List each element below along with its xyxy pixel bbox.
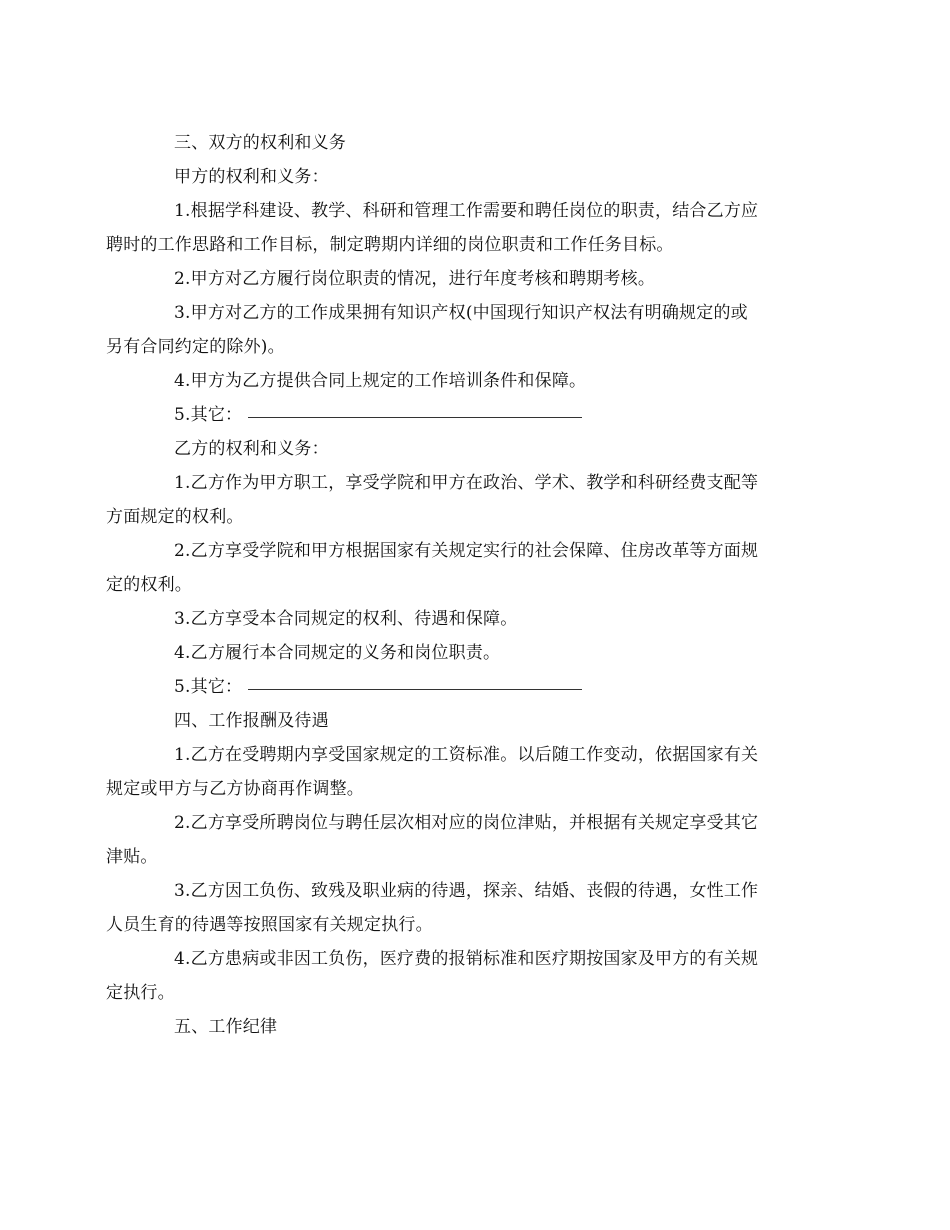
clause-paragraph xyxy=(106,806,812,874)
clause-paragraph xyxy=(106,466,812,534)
text-line: 4.乙方履行本合同规定的义务和岗位职责。 xyxy=(174,643,501,663)
clause-paragraph xyxy=(106,534,812,602)
clause-paragraph xyxy=(106,296,812,364)
text-line: 甲方的权利和义务： xyxy=(174,167,329,187)
text-line: 人员生育的待遇等按照国家有关规定执行。 xyxy=(106,915,433,935)
text-line: 2.甲方对乙方履行岗位职责的情况，进行年度考核和聘期考核。 xyxy=(174,269,656,289)
text-line: 5.其它： xyxy=(174,677,243,697)
text-line: 3.乙方享受本合同规定的权利、待遇和保障。 xyxy=(174,609,518,629)
text-line: 1.乙方在受聘期内享受国家规定的工资标准。以后随工作变动，依据国家有关 xyxy=(174,745,759,765)
text-line: 1.乙方作为甲方职工，享受学院和甲方在政治、学术、教学和科研经费支配等 xyxy=(174,473,759,493)
document-body xyxy=(106,126,812,1044)
text-line: 2.乙方享受所聘岗位与聘任层次相对应的岗位津贴，并根据有关规定享受其它 xyxy=(174,813,759,833)
text-line: 方面规定的权利。 xyxy=(106,507,244,527)
text-line: 规定或甲方与乙方协商再作调整。 xyxy=(106,779,364,799)
text-line: 五、工作纪律 xyxy=(174,1017,278,1037)
clause-paragraph xyxy=(140,636,812,670)
section-heading xyxy=(140,126,812,160)
clause-paragraph xyxy=(106,194,812,262)
text-line: 4.乙方患病或非因工负伤，医疗费的报销标准和医疗期按国家及甲方的有关规 xyxy=(174,949,759,969)
text-line: 另有合同约定的除外)。 xyxy=(106,337,285,357)
section-heading xyxy=(140,704,812,738)
clause-paragraph xyxy=(140,398,812,432)
text-line: 津贴。 xyxy=(106,847,158,867)
text-line: 2.乙方享受学院和甲方根据国家有关规定实行的社会保障、住房改革等方面规 xyxy=(174,541,759,561)
text-line: 三、双方的权利和义务 xyxy=(174,133,346,153)
fill-in-blank-line xyxy=(248,688,582,690)
clause-paragraph xyxy=(106,874,812,942)
text-line: 定执行。 xyxy=(106,983,175,1003)
text-line: 定的权利。 xyxy=(106,575,192,595)
text-line: 4.甲方为乙方提供合同上规定的工作培训条件和保障。 xyxy=(174,371,587,391)
clause-paragraph xyxy=(140,364,812,398)
text-line: 5.其它： xyxy=(174,405,243,425)
text-line: 四、工作报酬及待遇 xyxy=(174,711,329,731)
clause-paragraph xyxy=(140,262,812,296)
fill-in-blank-line xyxy=(248,416,582,418)
subsection-heading xyxy=(140,432,812,466)
subsection-heading xyxy=(140,160,812,194)
clause-paragraph xyxy=(106,942,812,1010)
section-heading xyxy=(140,1010,812,1044)
text-line: 3.乙方因工负伤、致残及职业病的待遇，探亲、结婚、丧假的待遇，女性工作 xyxy=(174,881,759,901)
clause-paragraph xyxy=(140,602,812,636)
text-line: 3.甲方对乙方的工作成果拥有知识产权(中国现行知识产权法有明确规定的或 xyxy=(174,303,748,323)
text-line: 聘时的工作思路和工作目标，制定聘期内详细的岗位职责和工作任务目标。 xyxy=(106,235,674,255)
clause-paragraph xyxy=(140,670,812,704)
text-line: 1.根据学科建设、教学、科研和管理工作需要和聘任岗位的职责，结合乙方应 xyxy=(174,201,759,221)
clause-paragraph xyxy=(106,738,812,806)
text-line: 乙方的权利和义务： xyxy=(174,439,329,459)
